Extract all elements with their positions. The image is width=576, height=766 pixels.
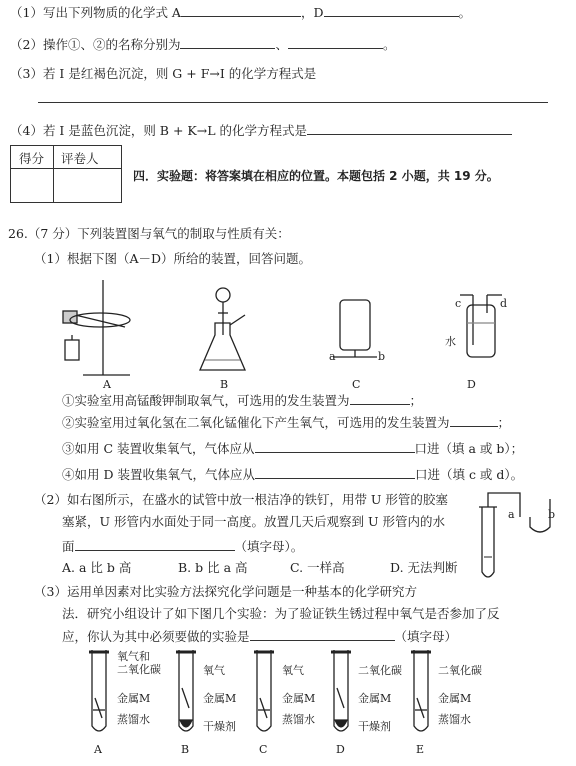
tube-a-gas: 氧气和 二氧化碳 xyxy=(117,650,161,676)
apparatus-b xyxy=(200,288,245,370)
reviewer-label: 评卷人 xyxy=(61,151,99,166)
q1-text: （1）写出下列物质的化学式 A xyxy=(10,5,181,20)
tube-e-gas: 二氧化碳 xyxy=(438,664,482,677)
question-line-1 xyxy=(10,4,471,21)
answer-blank[interactable] xyxy=(250,628,395,641)
tube-a-metal: 金属M xyxy=(117,692,151,705)
u-tube-label-b: b xyxy=(548,508,556,521)
u-tube-figure xyxy=(470,487,570,587)
tube-c-bottom: 蒸馏水 xyxy=(282,713,315,726)
label-c: C xyxy=(352,378,361,391)
tube-b-metal: 金属M xyxy=(203,692,237,705)
score-label: 得分 xyxy=(19,151,45,166)
q26-sub1: （1）根据下图（A－D）所给的装置，回答问题。 xyxy=(34,251,312,266)
sub3-text: 应，你认为其中必须要做的实验是 xyxy=(62,629,250,644)
apparatus-figure xyxy=(55,275,508,390)
choice-d[interactable]: D. 无法判断 xyxy=(390,560,458,575)
tube-c-drawing xyxy=(253,648,275,738)
answer-blank[interactable] xyxy=(75,538,235,551)
sub3-line-2: 法．研究小组设计了如下图几个实验：为了验证铁生锈过程中氧气是否参加了反 xyxy=(62,606,500,621)
test-tube-figure xyxy=(0,648,576,764)
sub2-text: 面 xyxy=(62,539,75,554)
tube-d-bottom: 干燥剂 xyxy=(358,720,391,733)
sub2-line-2: 塞紧，U 形管内水面处于同一高度。放置几天后观察到 U 形管内的水 xyxy=(62,514,445,529)
q2-end: 。 xyxy=(382,37,396,52)
item-4 xyxy=(62,466,523,483)
tube-a-label: A xyxy=(94,743,102,756)
choice-c[interactable]: C. 一样高 xyxy=(290,560,345,575)
tube-b-drawing xyxy=(175,648,197,738)
tube-a-drawing xyxy=(88,648,110,738)
tube-c-label: C xyxy=(259,743,268,756)
sub3-line-3 xyxy=(62,628,457,645)
item-1-text: ①实验室用高锰酸钾制取氧气，可选用的发生装置为 xyxy=(62,393,350,408)
label-b: B xyxy=(220,378,229,391)
q2-sep: 、 xyxy=(275,37,288,52)
section-heading: 四．实验题：将答案填在相应的位置。本题包括 2 小题，共 19 分。 xyxy=(133,169,499,183)
item-3 xyxy=(62,440,523,457)
answer-line[interactable] xyxy=(38,101,548,103)
item-2-text: ②实验室用过氧化氢在二氧化锰催化下产生氧气，可选用的发生装置为 xyxy=(62,415,450,430)
item-1 xyxy=(62,392,422,409)
tube-a-bottom: 蒸馏水 xyxy=(117,713,150,726)
sub3-line-1: （3）运用单因素对比实验方法探究化学问题是一种基本的化学研究方 xyxy=(34,584,417,599)
q1-mid: ，D xyxy=(300,5,324,20)
sub3-end: （填字母） xyxy=(394,629,458,644)
question-line-4 xyxy=(10,122,512,139)
q2-text: （2）操作①、②的名称分别为 xyxy=(10,37,181,52)
item-3-text: ③如用 C 装置收集氧气，气体应从 xyxy=(62,441,255,456)
tube-e-label: E xyxy=(416,743,425,756)
item-4-end: 口进（填 c 或 d）。 xyxy=(414,467,524,482)
tube-c-metal: 金属M xyxy=(282,692,316,705)
answer-blank[interactable] xyxy=(255,440,415,453)
label-d: D xyxy=(467,378,476,391)
item-1-end: ； xyxy=(409,393,423,408)
apparatus-a xyxy=(63,280,130,375)
tube-e-drawing xyxy=(410,648,432,738)
answer-blank[interactable] xyxy=(350,392,410,405)
choice-b[interactable]: B. b 比 a 高 xyxy=(178,560,248,575)
tube-c-gas: 氧气 xyxy=(282,664,304,677)
q1-end: 。 xyxy=(458,5,472,20)
question-line-2 xyxy=(10,36,396,53)
port-label-a: a xyxy=(329,350,336,363)
tube-d-metal: 金属M xyxy=(358,692,392,705)
answer-blank[interactable] xyxy=(180,36,275,49)
answer-blank[interactable] xyxy=(288,36,383,49)
sub2-end: （填字母）。 xyxy=(234,539,304,554)
u-tube-label-a: a xyxy=(508,508,515,521)
port-label-b: b xyxy=(378,350,386,363)
answer-blank[interactable] xyxy=(324,4,459,17)
port-label-c: c xyxy=(455,297,462,310)
choice-a[interactable]: A. a 比 b 高 xyxy=(62,560,132,575)
apparatus-d xyxy=(460,295,502,357)
question-line-3: （3）若 I 是红褐色沉淀，则 G + F→I 的化学方程式是 xyxy=(10,66,317,81)
answer-blank[interactable] xyxy=(307,122,512,135)
tube-e-metal: 金属M xyxy=(438,692,472,705)
label-a: A xyxy=(103,378,111,391)
water-label: 水 xyxy=(445,335,456,348)
tube-b-bottom: 干燥剂 xyxy=(203,720,236,733)
item-4-text: ④如用 D 装置收集氧气，气体应从 xyxy=(62,467,255,482)
port-label-d: d xyxy=(500,297,508,310)
item-2 xyxy=(62,414,510,431)
q26-heading: 26.（7 分）下列装置图与氧气的制取与性质有关： xyxy=(8,226,290,241)
tube-d-gas: 二氧化碳 xyxy=(358,664,402,677)
sub2-line-3 xyxy=(62,538,303,555)
score-box xyxy=(10,145,122,203)
apparatus-c xyxy=(333,300,377,357)
answer-blank[interactable] xyxy=(450,414,498,427)
item-2-end: ； xyxy=(497,415,511,430)
tube-d-label: D xyxy=(336,743,345,756)
item-3-end: 口进（填 a 或 b）； xyxy=(414,441,524,456)
tube-b-gas: 氧气 xyxy=(203,664,225,677)
q4-text: （4）若 I 是蓝色沉淀，则 B + K→L 的化学方程式是 xyxy=(10,123,308,138)
tube-b-label: B xyxy=(181,743,190,756)
divider xyxy=(53,146,54,202)
answer-blank[interactable] xyxy=(255,466,415,479)
divider xyxy=(11,168,121,169)
tube-e-bottom: 蒸馏水 xyxy=(438,713,471,726)
answer-blank[interactable] xyxy=(181,4,301,17)
tube-d-drawing xyxy=(330,648,352,738)
sub2-line-1: （2）如右图所示，在盛水的试管中放一根洁净的铁钉，用带 U 形管的胶塞 xyxy=(34,492,448,507)
